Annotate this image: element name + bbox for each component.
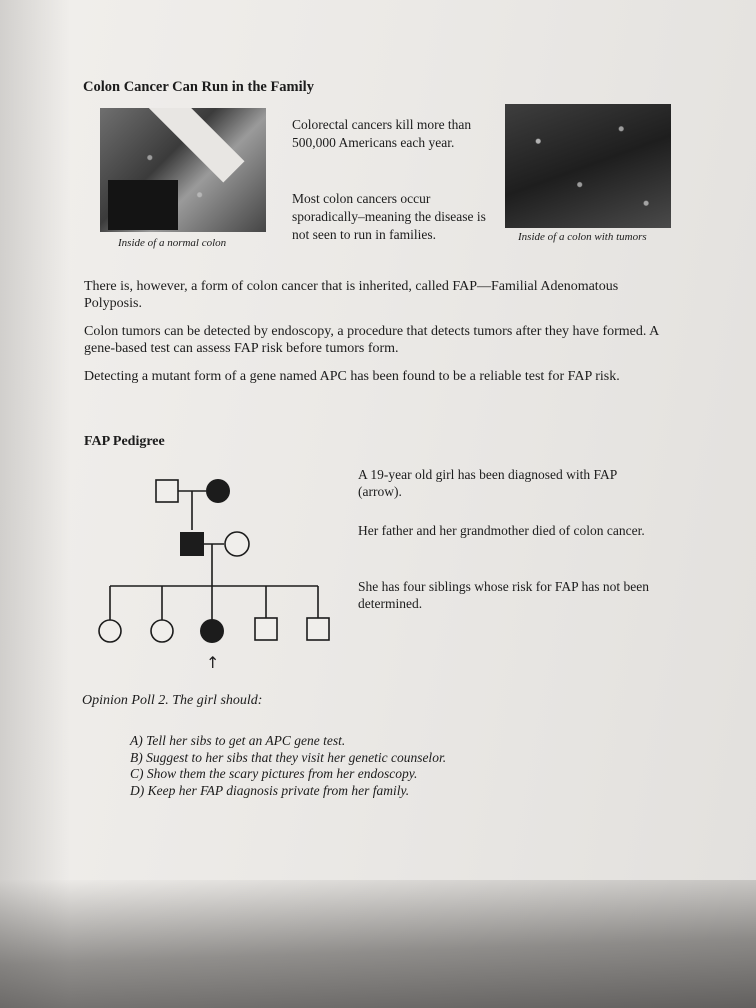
- pedigree-text-3: She has four siblings whose risk for FAP has not been determined.: [358, 579, 649, 611]
- body-paragraph-2: Colon tumors can be detected by endoscopy, a procedure that detects tumors after they have formed. A gene-based test can assess FAP risk before tumors form.: [84, 324, 659, 356]
- poll-option-a: A) Tell her sibs to get an APC gene test.: [130, 733, 346, 748]
- pedigree-text-2: Her father and her grandmother died of colon cancer.: [358, 523, 645, 538]
- poll-options: [130, 733, 550, 799]
- proband-arrow: ↑: [206, 653, 220, 672]
- tumor-colon-image: [505, 104, 671, 228]
- grandmother-filled-circle: [206, 479, 230, 503]
- poll-option-c: C) Show them the scary pictures from her endoscopy.: [130, 766, 418, 781]
- poll-option-b: B) Suggest to her sibs that they visit her genetic counselor.: [130, 749, 447, 765]
- pedigree-text-1: A 19-year old girl has been diagnosed with FAP (arrow).: [358, 467, 617, 499]
- body-paragraph-3: Detecting a mutant form of a gene named APC has been found to be a reliable test for FAP risk.: [84, 369, 620, 384]
- sibling-3-square: [255, 618, 277, 640]
- mother-circle: [225, 532, 249, 556]
- tumor-colon-caption: Inside of a colon with tumors: [518, 231, 647, 243]
- intro-text-1: Colorectal cancers kill more than 500,000 Americans each year.: [292, 117, 472, 150]
- normal-colon-image: [100, 108, 266, 232]
- proband-filled-circle: [200, 619, 224, 643]
- grandfather-square: [156, 480, 178, 502]
- sibling-1-circle: [99, 620, 121, 642]
- pedigree-heading: FAP Pedigree: [84, 434, 165, 449]
- intro-text-2: Most colon cancers occur sporadically–meaning the disease is not seen to run in families.: [292, 191, 486, 242]
- pedigree-diagram: [96, 472, 336, 672]
- sibling-2-circle: [151, 620, 173, 642]
- poll-question: Opinion Poll 2. The girl should:: [82, 693, 263, 708]
- body-paragraph-1: There is, however, a form of colon cancer that is inherited, called FAP—Familial Adenomatous Polyposis.: [84, 279, 619, 311]
- sibling-4-square: [307, 618, 329, 640]
- normal-colon-caption: Inside of a normal colon: [118, 237, 227, 249]
- father-filled-square: [180, 532, 204, 556]
- poll-option-d: D) Keep her FAP diagnosis private from her family.: [130, 782, 410, 798]
- document-title: Colon Cancer Can Run in the Family: [83, 79, 314, 95]
